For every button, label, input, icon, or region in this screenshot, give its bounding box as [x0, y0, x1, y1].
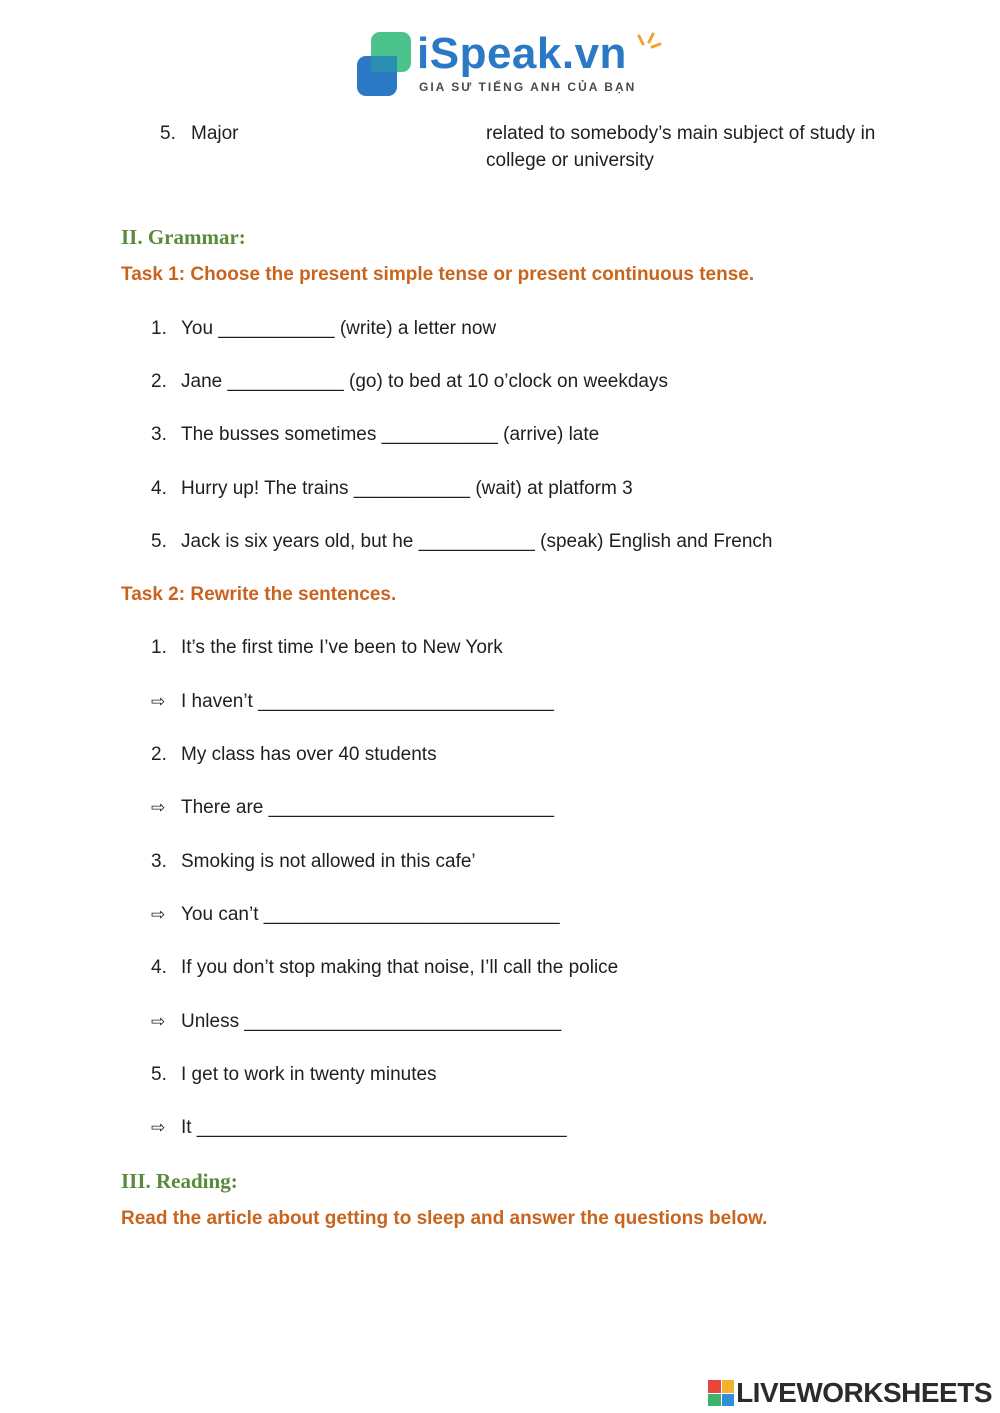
- ispeak-logo-mark-icon: [355, 32, 415, 98]
- reading-instruction: Read the article about getting to sleep and answer the questions below.: [121, 1208, 768, 1229]
- task2-answer-text: You can’t ____________________________: [181, 904, 560, 925]
- task2-answer-text: It ___________________________________: [181, 1117, 567, 1138]
- task2-answer: [151, 796, 554, 820]
- task2-item-text: It’s the first time I’ve been to New York: [181, 637, 503, 658]
- task1-item-text: Jack is six years old, but he ___________ (speak) English and French: [181, 531, 773, 552]
- task2-item-number: 2.: [151, 744, 167, 765]
- vocab-item-word: Major: [191, 123, 239, 144]
- task2-item: [151, 1063, 437, 1087]
- task1-item-number: 4.: [151, 478, 167, 499]
- task2-item: [151, 636, 503, 660]
- task1-item-number: 3.: [151, 424, 167, 445]
- task2-item: [151, 743, 437, 767]
- task1-item-text: The busses sometimes ___________ (arrive) late: [181, 424, 600, 445]
- task2-item-number: 3.: [151, 851, 167, 872]
- right-arrow-icon: ⇨: [151, 798, 166, 817]
- task1-item-number: 2.: [151, 371, 167, 392]
- ispeak-logo: [355, 28, 665, 102]
- task2-item: [151, 956, 618, 980]
- task1-item: [151, 477, 633, 501]
- vocab-item-definition-line1: related to somebody’s main subject of study in: [486, 123, 876, 144]
- task1-item-text: Jane ___________ (go) to bed at 10 o’clock on weekdays: [181, 371, 668, 392]
- task1-item: [151, 370, 668, 394]
- task2-answer-text: I haven’t ____________________________: [181, 691, 554, 712]
- task2-answer: [151, 903, 560, 927]
- right-arrow-icon: ⇨: [151, 905, 166, 924]
- task2-item-text: Smoking is not allowed in this cafe’: [181, 851, 476, 872]
- liveworksheets-brand: [708, 1376, 992, 1410]
- task2-item-number: 5.: [151, 1064, 167, 1085]
- task2-item: [151, 850, 476, 874]
- task2-answer-text: There are ___________________________: [181, 797, 554, 818]
- task2-item-number: 4.: [151, 957, 167, 978]
- task1-item: [151, 423, 599, 447]
- task2-answer-text: Unless ______________________________: [181, 1011, 562, 1032]
- task2-answer: [151, 1010, 561, 1034]
- right-arrow-icon: ⇨: [151, 692, 166, 711]
- reading-heading: III. Reading:: [121, 1169, 238, 1193]
- task1-item: [151, 530, 772, 554]
- right-arrow-icon: ⇨: [151, 1012, 166, 1031]
- liveworksheets-logo-icon: [708, 1380, 734, 1406]
- task2-item-number: 1.: [151, 637, 167, 658]
- liveworksheets-wordmark: LIVEWORKSHEETS: [736, 1377, 992, 1408]
- vocab-item-number: 5.: [160, 123, 176, 144]
- task1-item-number: 1.: [151, 318, 167, 339]
- task2-item-text: If you don’t stop making that noise, I’ll call the police: [181, 957, 619, 978]
- ispeak-wordmark: iSpeak.vn: [417, 29, 627, 78]
- task1-item: [151, 317, 496, 341]
- grammar-heading: II. Grammar:: [121, 225, 246, 249]
- task2-item-text: I get to work in twenty minutes: [181, 1064, 437, 1085]
- task1-item-number: 5.: [151, 531, 167, 552]
- task1-title: Task 1: Choose the present simple tense or present continuous tense.: [121, 264, 755, 285]
- task2-answer: [151, 1116, 567, 1140]
- sparkle-icon: [637, 30, 663, 56]
- task2-answer: [151, 690, 554, 714]
- ispeak-tagline: GIA SƯ TIẾNG ANH CỦA BẠN: [419, 80, 637, 94]
- task1-item-text: Hurry up! The trains ___________ (wait) at platform 3: [181, 478, 633, 499]
- task2-item-text: My class has over 40 students: [181, 744, 437, 765]
- vocab-item-definition-line2: college or university: [486, 150, 654, 171]
- right-arrow-icon: ⇨: [151, 1118, 166, 1137]
- task1-item-text: You ___________ (write) a letter now: [181, 318, 497, 339]
- task2-title: Task 2: Rewrite the sentences.: [121, 584, 397, 605]
